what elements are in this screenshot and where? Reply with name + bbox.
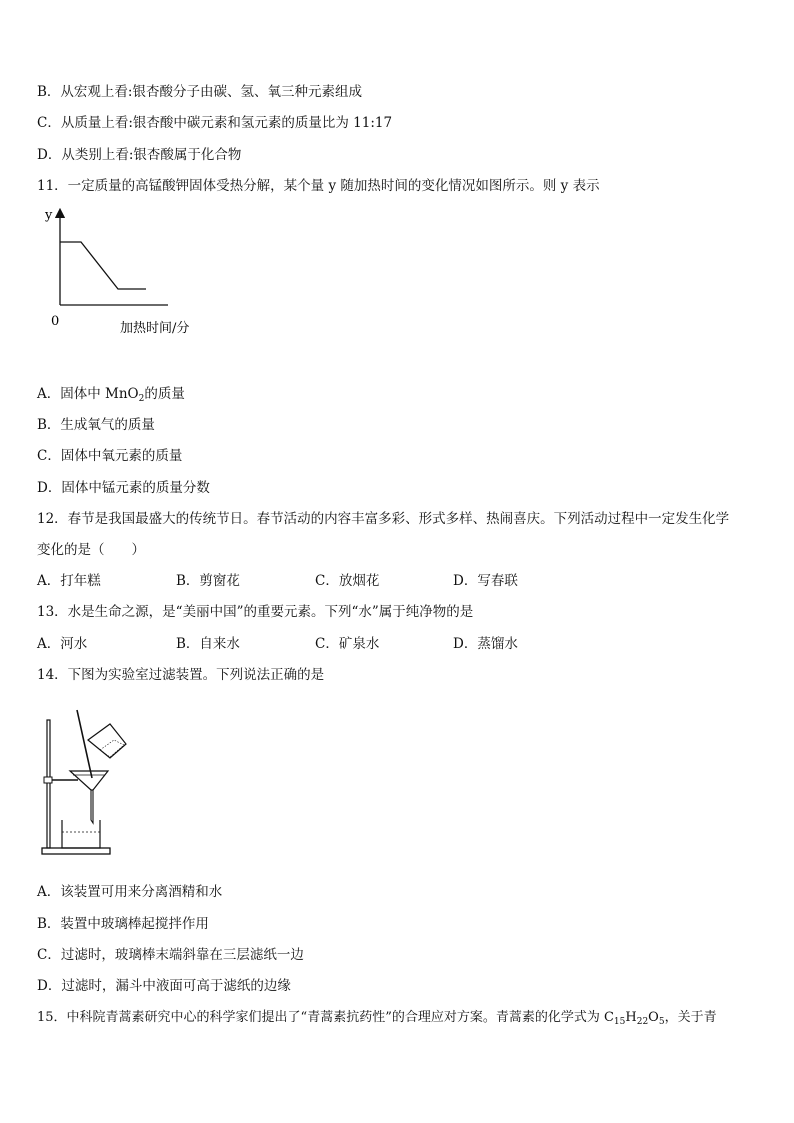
question-14: 14．下图为实验室过滤装置。下列说法正确的是	[37, 667, 325, 683]
filtration-apparatus-illustration	[40, 708, 140, 863]
origin-label: 0	[51, 314, 60, 329]
q11-option-c: C．固体中氧元素的质量	[37, 448, 183, 464]
q15-tail: ，关于青	[664, 1010, 717, 1025]
funnel-stem	[91, 790, 93, 823]
stand-rod	[47, 720, 50, 848]
subscript: 15	[613, 1017, 626, 1027]
q11-option-a-text: A．固体中 MnO	[37, 386, 139, 402]
y-curve	[60, 242, 146, 289]
question-11: 11．一定质量的高锰酸钾固体受热分解，某个量 y 随加热时间的变化情况如图所示。则 y 表示	[37, 178, 600, 194]
receiving-beaker	[62, 820, 100, 848]
q15-text: 15．中科院青蒿素研究中心的科学家们提出了“青蒿素抗药性”的合理应对方案。青蒿素的化学式为 C	[37, 1010, 614, 1025]
q14-option-a: A．该装置可用来分离酒精和水	[37, 884, 223, 900]
q10-option-d: D．从类别上看:银杏酸属于化合物	[37, 147, 242, 163]
q13-option-c: C．矿泉水	[315, 636, 380, 652]
q14-option-b: B．装置中玻璃棒起搅拌作用	[37, 916, 209, 932]
q11-option-d: D．固体中锰元素的质量分数	[37, 480, 210, 496]
clamp-knob	[44, 777, 52, 783]
formula-o: O	[648, 1010, 659, 1025]
q13-option-a: A．河水	[37, 636, 88, 652]
x-axis-label: 加热时间/分	[120, 321, 190, 336]
q14-option-c: C．过滤时，玻璃棒末端斜靠在三层滤纸一边	[37, 947, 304, 963]
q12-option-b: B．剪窗花	[176, 573, 240, 589]
subscript: 2	[138, 394, 145, 404]
q12-option-c: C．放烟花	[315, 573, 380, 589]
stand-base	[42, 848, 110, 854]
q14-option-d: D．过滤时，漏斗中液面可高于滤纸的边缘	[37, 978, 291, 994]
y-vs-heating-time-graph	[38, 205, 208, 340]
q11-option-b: B．生成氧气的质量	[37, 417, 155, 433]
q10-option-c: C．从质量上看:银杏酸中碳元素和氢元素的质量比为 11:17	[37, 115, 393, 131]
q10-option-b: B．从宏观上看:银杏酸分子由碳、氢、氧三种元素组成	[37, 84, 362, 100]
q11-option-a	[37, 385, 185, 403]
question-15	[37, 1009, 717, 1027]
formula-h: H	[625, 1010, 637, 1025]
q12-option-d: D．写春联	[453, 573, 518, 589]
glass-rod	[77, 710, 92, 778]
subscript: 22	[636, 1017, 649, 1027]
q13-option-d: D．蒸馏水	[453, 636, 518, 652]
q13-option-b: B．自来水	[176, 636, 240, 652]
subscript: 5	[658, 1017, 665, 1027]
q12-option-a: A．打年糕	[37, 573, 101, 589]
question-13: 13．水是生命之源，是“美丽中国”的重要元素。下列“水”属于纯净物的是	[37, 604, 474, 620]
q11-option-a-tail: 的质量	[144, 386, 185, 402]
pouring-beaker	[88, 724, 126, 758]
question-12-line-2: 变化的是（ ）	[37, 542, 145, 558]
y-axis-label: y	[45, 208, 53, 223]
question-12-line-1: 12．春节是我国最盛大的传统节日。春节活动的内容丰富多彩、形式多样、热闹喜庆。下列活动过程中一定发生化学	[37, 511, 730, 527]
